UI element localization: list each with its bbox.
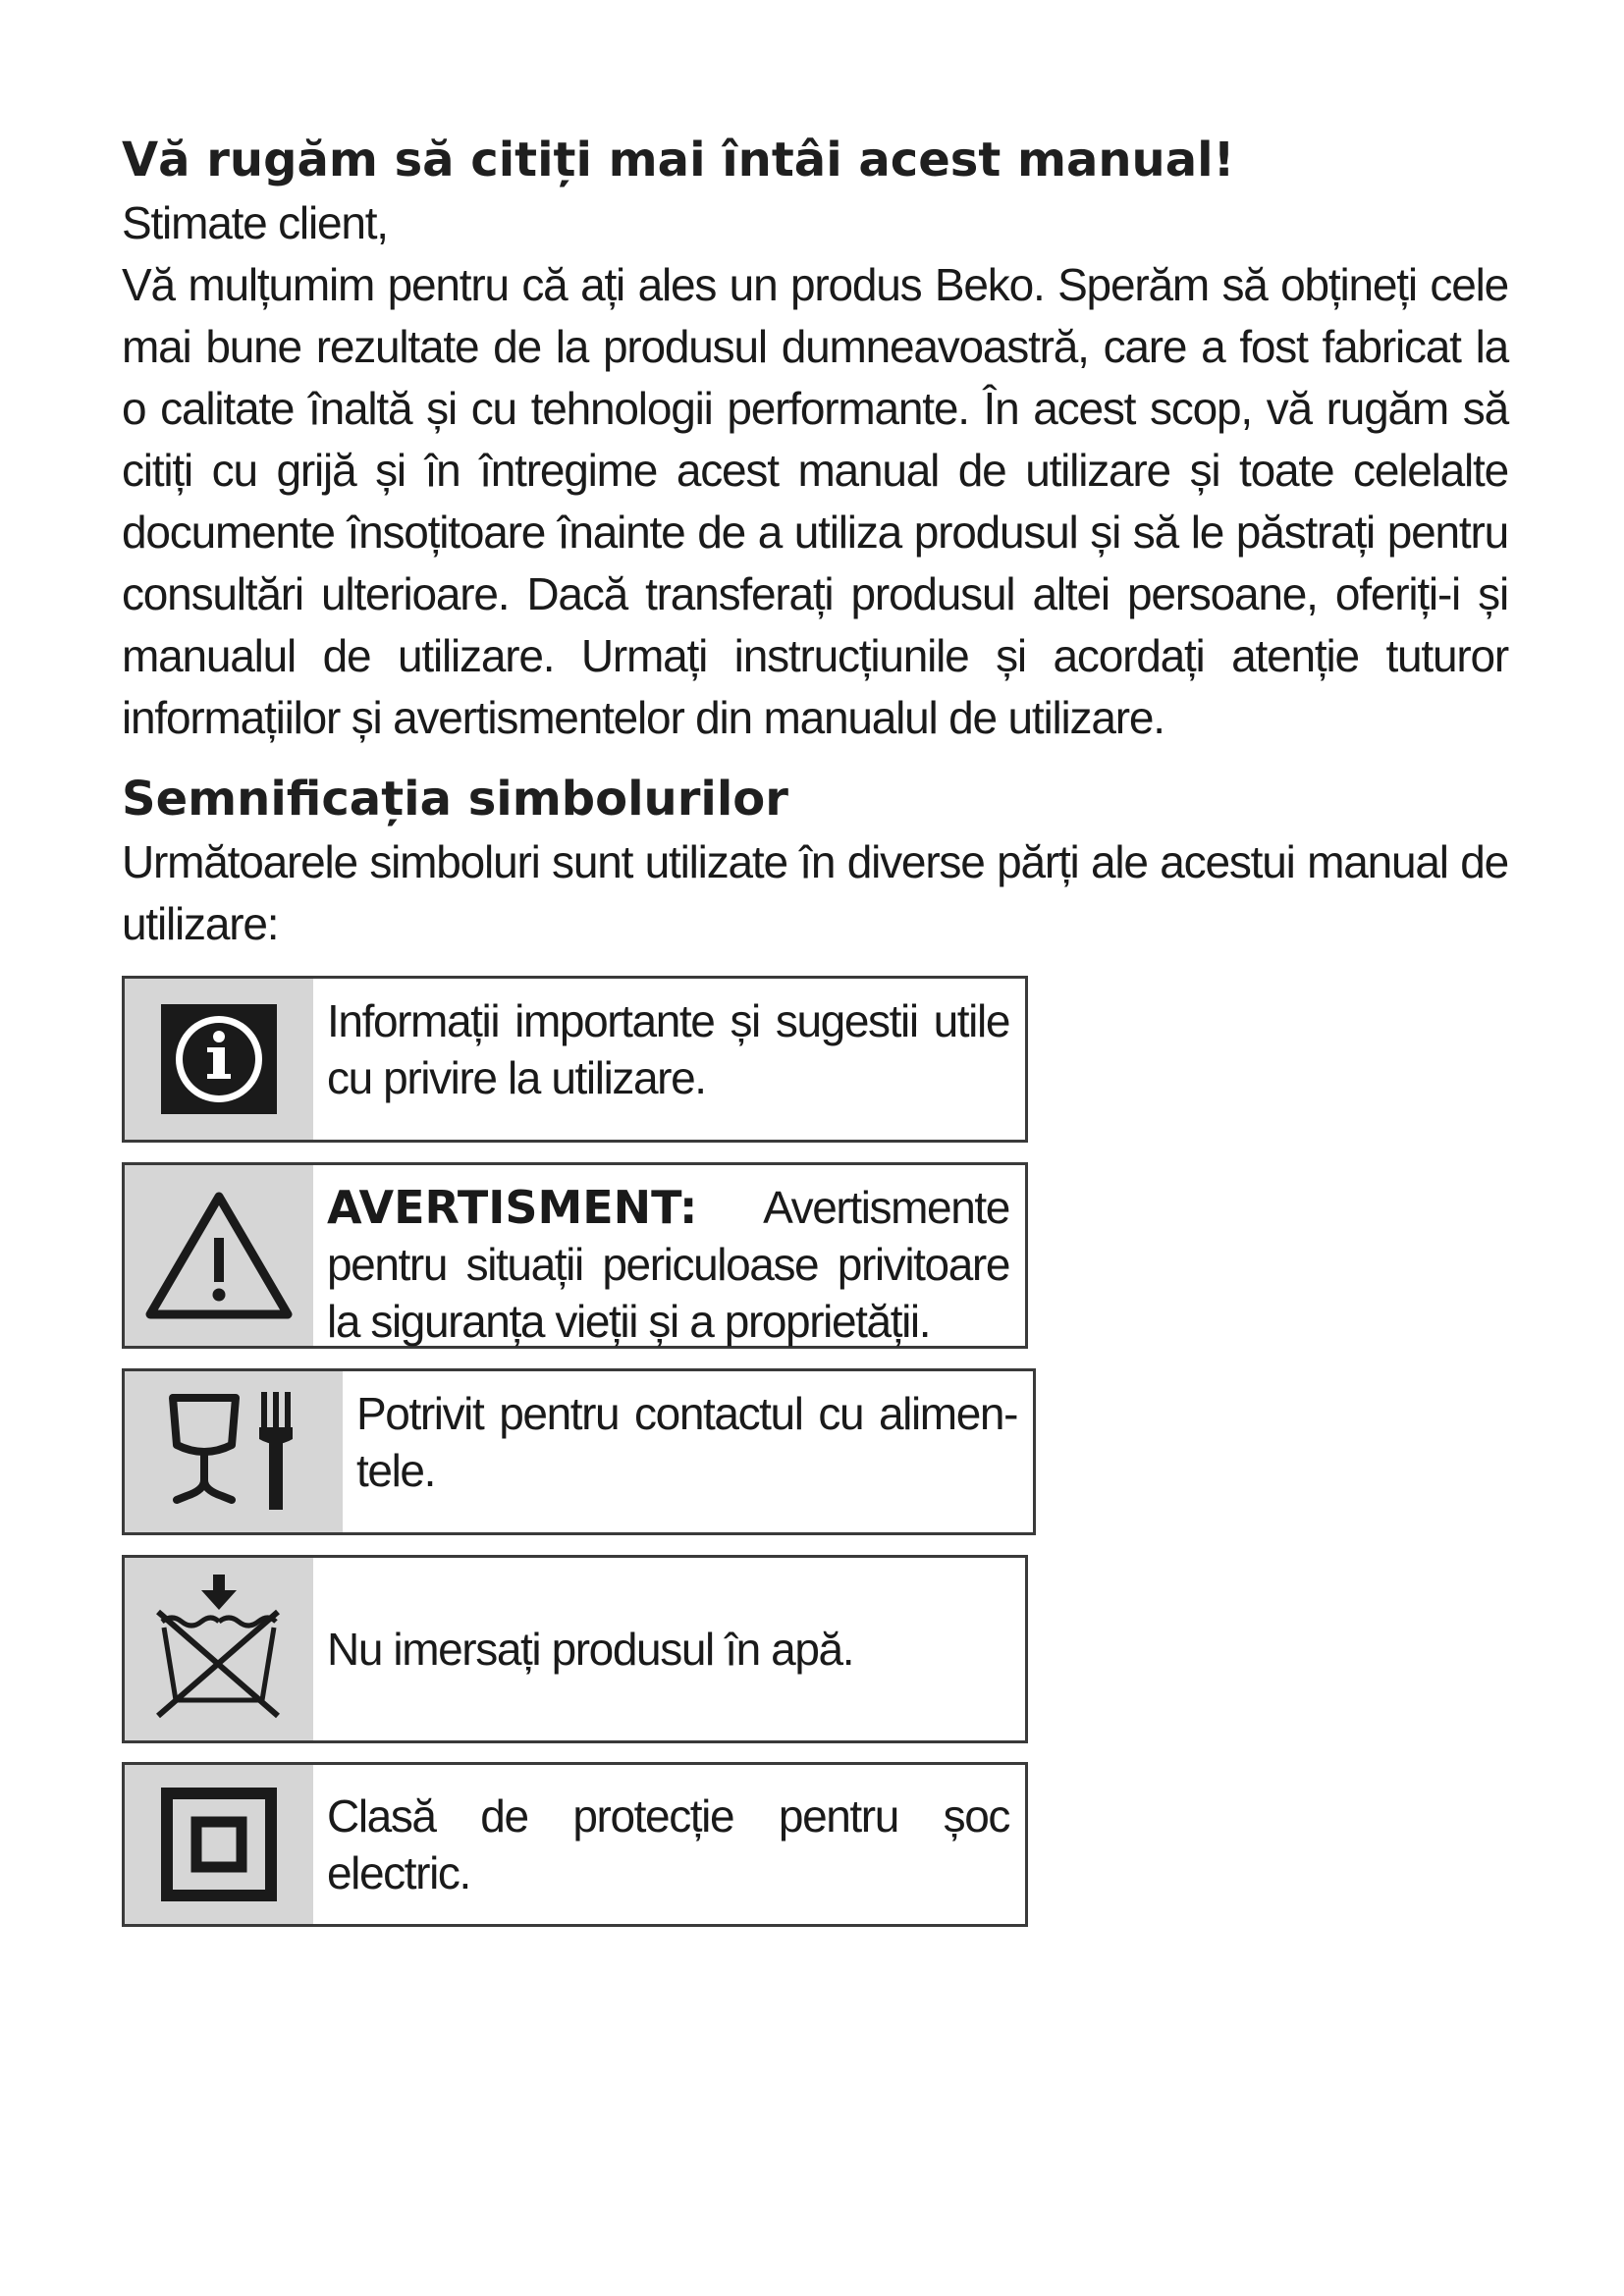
greeting: Stimate client, [122,197,388,248]
intro-section [122,128,1508,955]
symbol-text-no-immersion: Nu imersați produsul în apă. [327,1624,854,1675]
symbols-title: Semnificația simbolurilor [122,772,788,827]
symbol-row-info [122,976,1028,1143]
intro-paragraph: Vă mulțumim pentru că ați ales un produs Beko. Sperăm să obțineți cele mai bune rezultate de la produsul dumneavoastră, care a fost fabricat la o calitate înaltă și cu tehnologii performante. În acest scop, vă rugăm să citiți cu grijă și în întregime acest manual de utilizare și toate celelalte documente însoțitoare înainte de a utiliza produsul și să le păstrați pentru consultări ulterioare. Dacă transferați produsul altei persoane, oferiți-i și manualul de utilizare. Urmați instrucțiunile și acordați atenție tuturor informațiilor și avertismentelor din manualul de utilizare. [122,259,1508,743]
symbol-text-double-insulation: Clasă de protecție pentru șoc electric. [327,1790,1009,1898]
info-icon [125,979,313,1140]
symbols-description: Următoarele simboluri sunt utilizate în diverse părți ale acestui manual de utilizare: [122,836,1508,949]
symbol-text-warning [313,1165,1025,1346]
page-title: Vă rugăm să citiți mai întâi acest manual! [122,133,1235,187]
symbol-text-info: Informații importante și sugestii utile cu privire la utilizare. [327,995,1009,1103]
symbol-row-no-immersion [122,1555,1028,1743]
food-contact-icon [125,1371,343,1532]
symbol-row-food-contact [122,1368,1036,1535]
symbol-text-food-contact: Potrivit pentru contactul cu alimen-tele. [356,1388,1017,1496]
symbol-row-warning [122,1162,1028,1349]
no-immersion-icon [125,1558,313,1740]
double-insulation-icon [125,1765,313,1924]
warning-text: Avertismente pentru situații periculoase privitoare la siguranța vieții și a proprietății. [327,1182,1009,1347]
symbol-row-double-insulation [122,1762,1028,1927]
warning-label: AVERTISMENT: [327,1181,698,1234]
warning-triangle-icon [125,1165,313,1346]
